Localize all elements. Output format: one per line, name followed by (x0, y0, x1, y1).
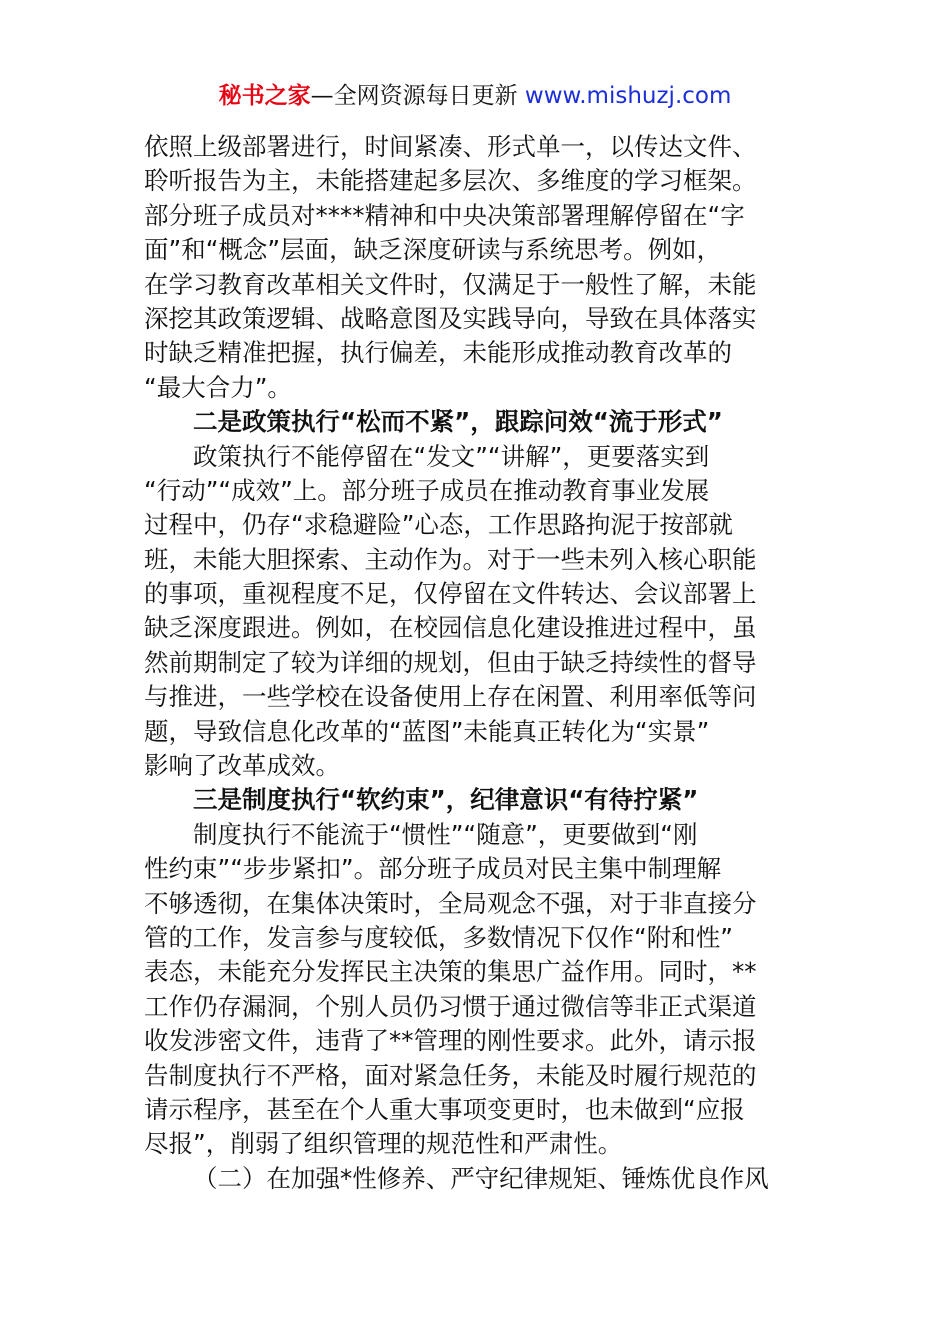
text-line: 管的工作，发言参与度较低，多数情况下仅作“附和性” (144, 922, 733, 952)
text-line: 收发涉密文件，违背了**管理的刚性要求。此外，请示报 (144, 1026, 757, 1056)
text-line: 过程中，仍存“求稳避险”心态，工作思路拘泥于按部就 (144, 510, 733, 540)
site-header (0, 78, 950, 114)
text-line: 不够透彻，在集体决策时，全局观念不强，对于非直接分 (144, 888, 757, 918)
subsection-line: （二）在加强*性修养、严守纪律规矩、锤炼优良作风 (193, 1163, 769, 1193)
site-url[interactable]: www.mishuzj.com (524, 83, 732, 109)
section-heading: 二是政策执行“松而不紧”，跟踪问效“流于形式” (193, 407, 723, 437)
text-line: “行动”“成效”上。部分班子成员在推动教育事业发展 (144, 475, 710, 505)
text-line: 尽报”，削弱了组织管理的规范性和严肃性。 (144, 1129, 623, 1159)
text-line: 班，未能大胆探索、主动作为。对于一些未列入核心职能 (144, 544, 757, 574)
text-line: 与推进，一些学校在设备使用上存在闲置、利用率低等问 (144, 682, 757, 712)
text-line: 请示程序，甚至在个人重大事项变更时，也未做到“应报 (144, 1094, 745, 1124)
text-line: 题，导致信息化改革的“蓝图”未能真正转化为“实景” (144, 716, 710, 746)
text-line: 工作仍存漏洞，个别人员仍习惯于通过微信等非正式渠道 (144, 991, 757, 1021)
text-line: 时缺乏精准把握，执行偏差，未能形成推动教育改革的 (144, 338, 732, 368)
text-line: “最大合力”。 (144, 372, 292, 402)
text-line: 然前期制定了较为详细的规划，但由于缺乏持续性的督导 (144, 647, 757, 677)
text-line: 深挖其政策逻辑、战略意图及实践导向，导致在具体落实 (144, 303, 757, 333)
paragraph-first-line: 制度执行不能流于“惯性”“随意”，更要做到“刚 (193, 819, 698, 849)
text-line: 告制度执行不严格，面对紧急任务，未能及时履行规范的 (144, 1060, 757, 1090)
text-line: 部分班子成员对****精神和中央决策部署理解停留在“字 (144, 200, 745, 230)
text-line: 表态，未能充分发挥民主决策的集思广益作用。同时，** (144, 957, 757, 987)
text-line: 影响了改革成效。 (144, 751, 340, 781)
site-tagline: —全网资源每日更新 (310, 83, 525, 109)
text-line: 缺乏深度跟进。例如，在校园信息化建设推进过程中，虽 (144, 613, 757, 643)
text-line: 面”和“概念”层面，缺乏深度研读与系统思考。例如， (144, 235, 722, 265)
text-line: 的事项，重视程度不足，仅停留在文件转达、会议部署上 (144, 579, 757, 609)
text-line: 聆听报告为主，未能搭建起多层次、多维度的学习框架。 (144, 166, 757, 196)
text-line: 在学习教育改革相关文件时，仅满足于一般性了解，未能 (144, 269, 757, 299)
section-heading: 三是制度执行“软约束”，纪律意识“有待拧紧” (193, 785, 699, 815)
paragraph-first-line: 政策执行不能停留在“发文”“讲解”，更要落实到 (193, 441, 710, 471)
document-body (144, 130, 808, 1196)
site-brand: 秘书之家 (218, 83, 311, 109)
text-line: 性约束”“步步紧扣”。部分班子成员对民主集中制理解 (144, 854, 722, 884)
text-line: 依照上级部署进行，时间紧凑、形式单一，以传达文件、 (144, 132, 757, 161)
